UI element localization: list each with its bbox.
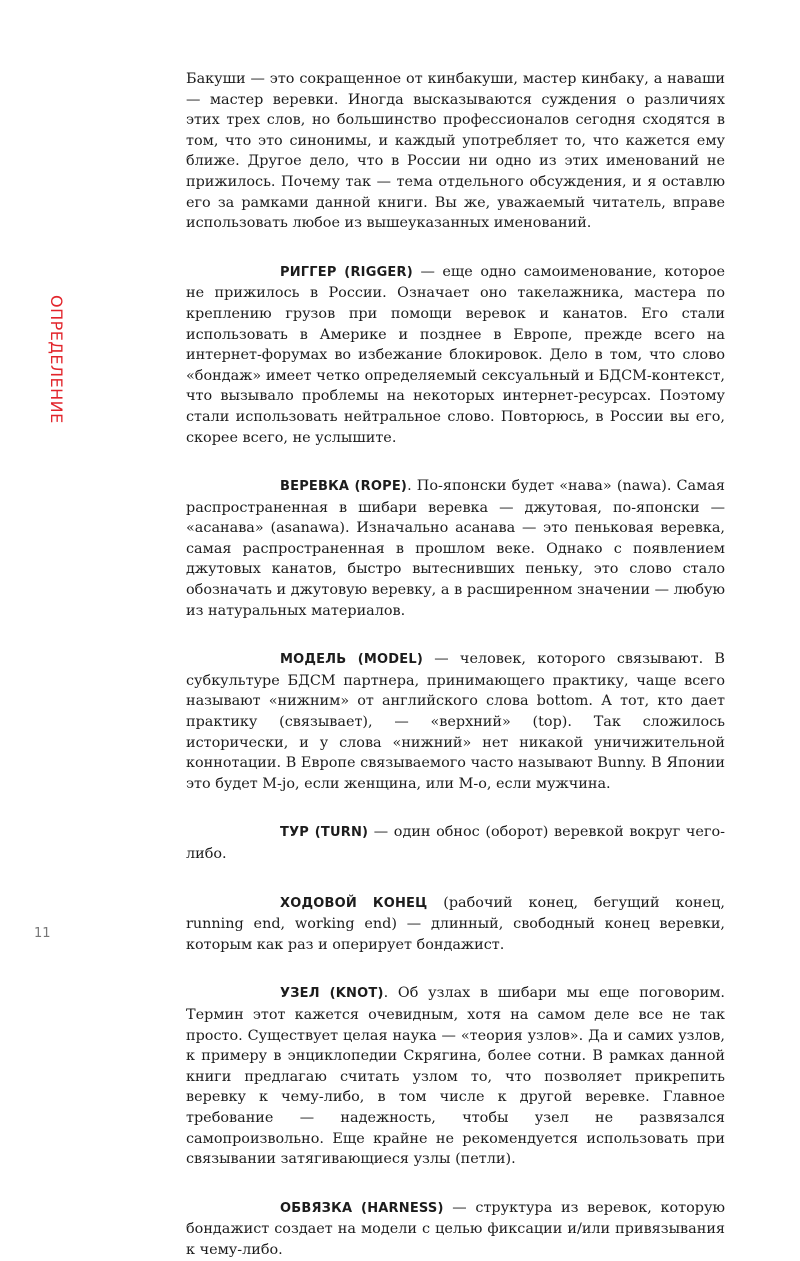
term-turn: ТУР (TURN) bbox=[280, 825, 369, 841]
entry-running-end bbox=[186, 893, 725, 956]
entry-rope bbox=[186, 476, 725, 621]
intro-text: Бакуши — это сокращенное от кинбакуши, мастер кинбаку, а наваши — мастер веревки. Иногда высказываются суждения о различиях этих трех слов, но большинство профессионалов сегодня сходятся в том, что это синонимы, и каждый употребляет то, что кажется ему ближе. Другое дело, что в России ни одно из этих именований не прижилось. Почему так — тема отдельного обсуждения, и я оставлю его за рамками данной книги. Вы же, уважаемый читатель, вправе использовать любое из вышеуказанных именований. bbox=[186, 71, 725, 232]
term-harness: ОБВЯЗКА (HARNESS) bbox=[280, 1200, 444, 1216]
definition-knot: . Об узлах в шибари мы еще поговорим. Термин этот кажется очевидным, хотя на самом деле все не так просто. Существует целая наука — «теория узлов». Да и самих узлов, к примеру в энциклопедии Скрягина, более сотни. В рамках данной книги предлагаю считать узлом то, что позволяет прикрепить веревку к чему-либо, в том числе к другой веревке. Главное требование — надежность, чтобы узел не развязался самопроизвольно. Еще крайне не рекомендуется использовать при связывании затягивающиеся узлы (петли). bbox=[186, 985, 725, 1168]
definition-rope: . По-японски будет «нава» (nawa). Самая распространенная в шибари веревка — джутовая, по-японски — «асанава» (asanawa). Изначально асанава — это пеньковая веревка, самая распространенная в прошлом веке. Однако с появлением джутовых канатов, быстро вытеснивших пеньку, это слово стало обозначать и джутовую веревку, а в расширенном значении — любую из натуральных материалов. bbox=[186, 478, 725, 619]
entry-turn bbox=[186, 822, 725, 864]
term-model: МОДЕЛЬ (MODEL) bbox=[280, 652, 423, 668]
section-label: ОПРЕДЕЛЕНИЕ bbox=[47, 295, 66, 424]
entry-rigger bbox=[186, 262, 725, 448]
page-number: 11 bbox=[34, 926, 51, 941]
term-knot: УЗЕЛ (KNOT) bbox=[280, 986, 384, 1002]
term-running-end: ХОДОВОЙ КОНЕЦ bbox=[280, 895, 428, 911]
definition-turn: — один обнос (оборот) веревкой вокруг чего-либо. bbox=[186, 824, 725, 862]
definition-running-end: (рабочий конец, бегущий конец, running end, working end) — длинный, свободный конец веревки, которым как раз и оперирует бондажист. bbox=[186, 894, 725, 953]
entry-harness bbox=[186, 1198, 725, 1261]
intro-paragraph bbox=[186, 69, 725, 234]
definition-model: — человек, которого связывают. В субкультуре БДСМ партнера, принимающего практику, чаще всего называют «нижним» от английского слова bottom. А тот, кто дает практику (связывает), — «верхний» (top). Так сложилось исторически, и у слова «нижний» нет никакой уничижительной коннотации. В Европе связываемого часто называют Bunny. В Японии это будет M-jo, если женщина, или M-o, если мужчина. bbox=[186, 651, 725, 792]
page-content bbox=[186, 69, 725, 1261]
entry-model bbox=[186, 649, 725, 794]
term-rigger: РИГГЕР (RIGGER) bbox=[280, 264, 413, 280]
definition-rigger: — еще одно самоименование, которое не прижилось в России. Означает оно такелажника, мастера по креплению грузов при помощи веревок и канатов. Его стали использовать в Америке и позднее в Европе, прежде всего на интернет-форумах во избежание блокировок. Дело в том, что слово «бондаж» имеет четко определяемый сексуальный и БДСМ-контекст, что вызывало проблемы на некоторых интернет-ресурсах. Поэтому стали использовать нейтральное слово. Повторюсь, в России вы его, скорее всего, не услышите. bbox=[186, 263, 725, 446]
entry-knot bbox=[186, 983, 725, 1169]
term-rope: ВЕРЕВКА (ROPE) bbox=[280, 479, 408, 495]
definition-harness: — структура из веревок, которую бондажист создает на модели с целью фиксации и/или привязывания к чему-либо. bbox=[186, 1199, 725, 1258]
